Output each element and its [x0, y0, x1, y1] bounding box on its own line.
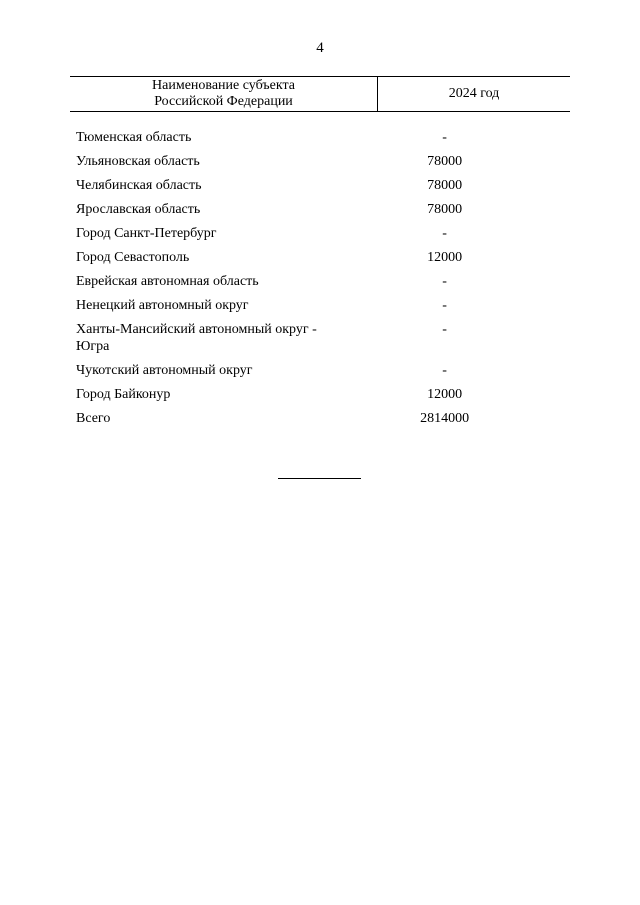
- table-row: [76, 153, 570, 177]
- region-header-line2: Российской Федерации: [154, 94, 293, 109]
- region-name: Город Байконур: [76, 387, 171, 402]
- table-row: [76, 386, 570, 410]
- region-name: Ярославская область: [76, 202, 201, 217]
- table-row: [76, 273, 570, 297]
- region-value: -: [442, 130, 447, 145]
- region-value: -: [442, 363, 447, 378]
- table-row: [76, 225, 570, 249]
- table-row: [76, 201, 570, 225]
- region-name: Город Санкт-Петербург: [76, 226, 217, 241]
- region-name: Еврейская автономная область: [76, 274, 259, 289]
- table-row: [76, 297, 570, 321]
- region-name: Тюменская область: [76, 130, 192, 145]
- total-label: Всего: [76, 411, 111, 426]
- region-value: 78000: [427, 178, 463, 193]
- table-row: [76, 177, 570, 201]
- region-value: -: [442, 322, 447, 337]
- region-name: Город Севастополь: [76, 250, 190, 265]
- region-value: -: [442, 274, 447, 289]
- end-separator-line: [278, 478, 361, 479]
- region-value: 78000: [427, 154, 463, 169]
- region-value: -: [442, 226, 447, 241]
- region-name: Ненецкий автономный округ: [76, 298, 249, 313]
- region-name: Ханты-Мансийский автономный округ - Югра: [76, 322, 317, 354]
- region-name: Ульяновская область: [76, 154, 200, 169]
- region-column-header: [70, 77, 378, 111]
- region-name: Челябинская область: [76, 178, 202, 193]
- region-value: -: [442, 298, 447, 313]
- table-row: [76, 249, 570, 273]
- table-row-total: [76, 410, 570, 434]
- region-value: 78000: [427, 202, 463, 217]
- region-value: 12000: [427, 250, 463, 265]
- region-value: 12000: [427, 387, 463, 402]
- table-row: [76, 321, 570, 362]
- page-number: 4: [316, 40, 324, 56]
- table-row: [76, 362, 570, 386]
- table-body: [76, 129, 570, 434]
- region-header-line1: Наименование субъекта: [152, 78, 295, 93]
- region-name: Чукотский автономный округ: [76, 363, 253, 378]
- year-column-header: 2024 год: [448, 86, 500, 101]
- table-header: [70, 76, 570, 112]
- total-value: 2814000: [420, 411, 470, 426]
- table-row: [76, 129, 570, 153]
